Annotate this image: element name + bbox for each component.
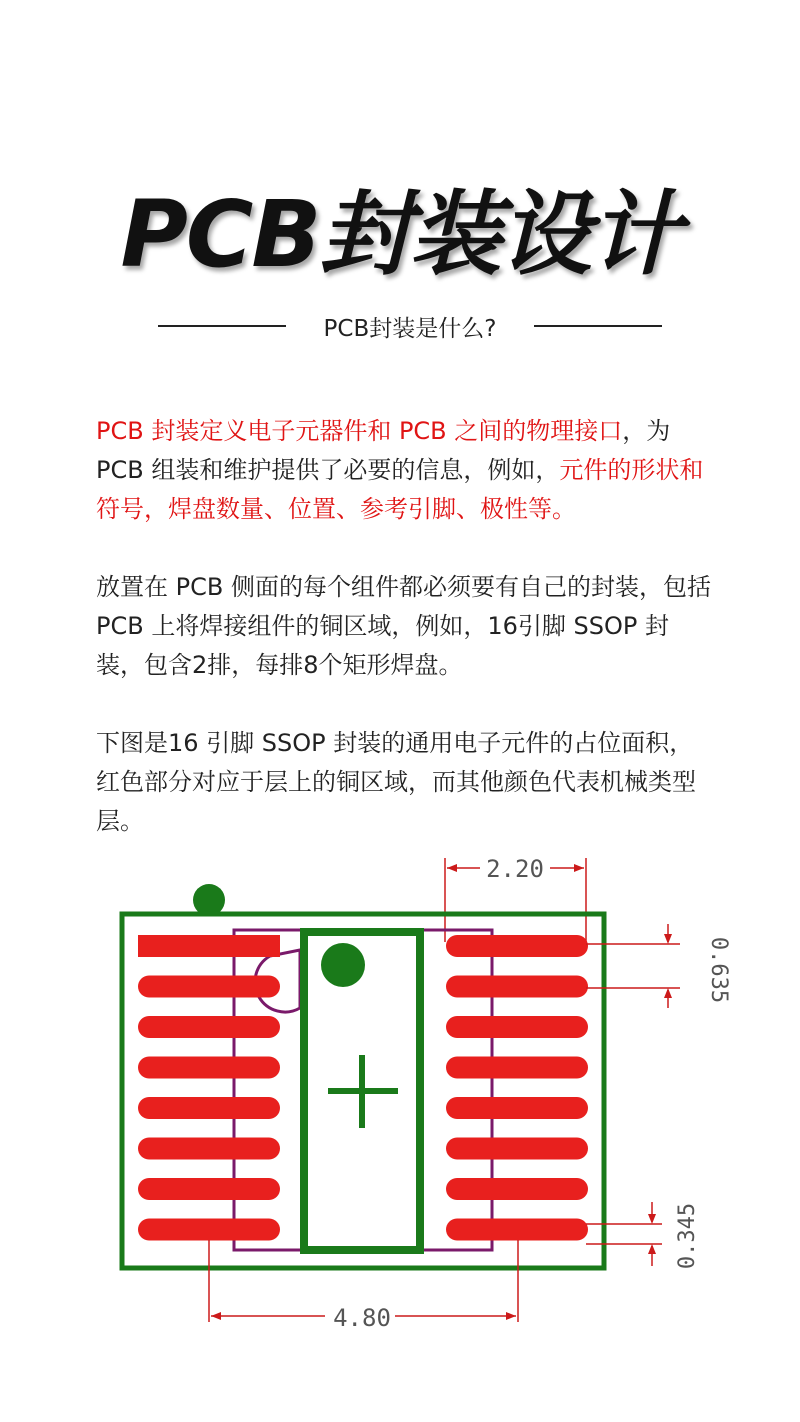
dimension-pitch-label: 0.635	[706, 936, 731, 1004]
divider-left	[158, 325, 286, 327]
copper-pad-left-8	[138, 1219, 280, 1241]
copper-pad-left-5	[138, 1097, 280, 1119]
paragraph-placement: 放置在 PCB 侧面的每个组件都必须要有自己的封装，包括 PCB 上将焊接组件的铜区域，例如，16引脚 SSOP 封装，包含2排，每排8个矩形焊盘。	[96, 573, 711, 679]
dimension-pad-width-label: 0.345	[675, 1202, 700, 1270]
dimension-bottom-label: 4.80	[333, 1304, 391, 1330]
dimension-pad-width	[586, 1202, 662, 1266]
paragraph-intro	[96, 412, 716, 529]
pad-row-right	[446, 935, 588, 1241]
copper-pad-right-5	[446, 1097, 588, 1119]
highlight-examples: 元件的形状和符号，焊盘数量、位置、参考引脚、极性等。	[96, 456, 704, 523]
copper-pad-right-4	[446, 1057, 588, 1079]
dimension-top-label: 2.20	[486, 855, 544, 883]
intro-text: ，为 PCB 组装和维护提供了必要的信息，例如，	[96, 417, 671, 484]
copper-pad-left-2	[138, 976, 280, 998]
highlight-definition: PCB 封装定义电子元器件和 PCB 之间的物理接口	[96, 417, 623, 445]
paragraph-diagram-intro: 下图是16 引脚 SSOP 封装的通用电子元件的占位面积，红色部分对应于层上的铜区域，而其他颜色代表机械类型层。	[96, 729, 696, 835]
copper-pad-right-2	[446, 976, 588, 998]
copper-pad-right-7	[446, 1178, 588, 1200]
copper-pad-left-7	[138, 1178, 280, 1200]
subtitle-row	[158, 308, 662, 344]
copper-pad-left-3	[138, 1016, 280, 1038]
dimension-pitch	[586, 924, 680, 1008]
copper-pad-right-6	[446, 1138, 588, 1160]
ssop16-footprint-diagram	[100, 850, 740, 1330]
page-title: PCB封装设计	[120, 181, 680, 288]
subtitle: PCB封装是什么?	[323, 315, 497, 342]
copper-pad-left-6	[138, 1138, 280, 1160]
copper-pad-left-1	[138, 935, 280, 957]
pad-row-left	[138, 935, 280, 1241]
copper-pad-left-4	[138, 1057, 280, 1079]
pin1-marker-dot	[193, 884, 225, 916]
copper-pad-right-1	[446, 935, 588, 957]
copper-pad-right-3	[446, 1016, 588, 1038]
center-crosshair-icon	[328, 1055, 398, 1128]
copper-pad-right-8	[446, 1219, 588, 1241]
divider-right	[534, 325, 662, 327]
pin1-indicator-dot	[321, 943, 365, 987]
